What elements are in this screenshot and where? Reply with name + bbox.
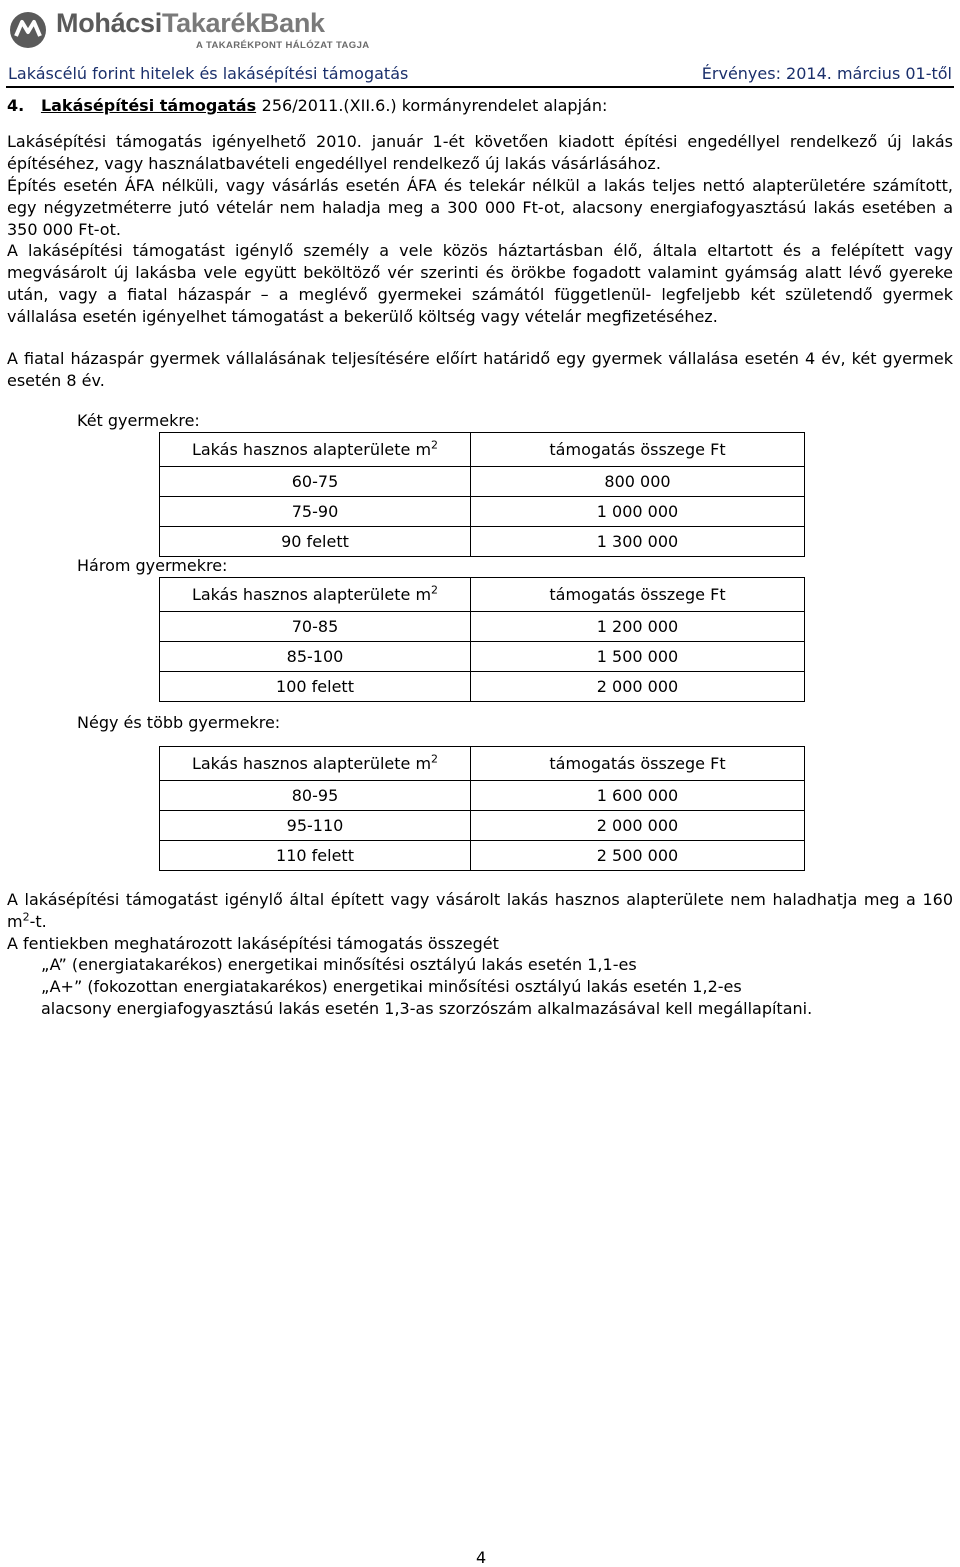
table-header-row (160, 578, 805, 612)
header-amount: támogatás összege Ft (471, 747, 805, 781)
cell-area: 85-100 (160, 642, 471, 672)
table-three-children (159, 577, 805, 702)
cell-amount: 1 200 000 (471, 612, 805, 642)
cell-amount: 2 000 000 (471, 811, 805, 841)
header-amount: támogatás összege Ft (471, 578, 805, 612)
cell-area: 95-110 (160, 811, 471, 841)
cell-area: 90 felett (160, 527, 471, 557)
table-row (160, 841, 805, 871)
page-number: 4 (476, 1548, 487, 1567)
header-validity: Érvényes: 2014. március 01-től (701, 64, 952, 83)
brand-tagline: A TAKARÉKPONT HÁLÓZAT TAGJA (196, 40, 370, 51)
cell-amount: 1 000 000 (471, 497, 805, 527)
table-two-children (159, 432, 805, 557)
table-row (160, 811, 805, 841)
table-row (160, 527, 805, 557)
table-row (160, 672, 805, 702)
cell-amount: 1 300 000 (471, 527, 805, 557)
cell-area: 110 felett (160, 841, 471, 871)
cell-amount: 1 600 000 (471, 781, 805, 811)
table-row (160, 467, 805, 497)
cell-amount: 1 500 000 (471, 642, 805, 672)
header-area: Lakás hasznos alapterülete $m^2$ (160, 747, 471, 781)
header-area: Lakás hasznos alapterülete $m^2$ (160, 578, 471, 612)
cell-amount: 2 500 000 (471, 841, 805, 871)
header-area: Lakás hasznos alapterülete $m^2$ (160, 433, 471, 467)
paragraph-deadline: A fiatal házaspár gyermek vállalásának teljesítésére előírt határidő egy gyermek vállalása esetén 4 év, két gyermek esetén 8 év. (7, 349, 953, 390)
cell-area: 75-90 (160, 497, 471, 527)
multiplier-line-a: „A” (energiatakarékos) energetikai minősítési osztályú lakás esetén 1,1-es (41, 955, 637, 974)
table-row (160, 612, 805, 642)
cell-amount: 800 000 (471, 467, 805, 497)
cell-area: 80-95 (160, 781, 471, 811)
label-two-children: Két gyermekre: (77, 411, 200, 430)
label-three-children: Három gyermekre: (77, 556, 228, 575)
table-row (160, 642, 805, 672)
cell-area: 100 felett (160, 672, 471, 702)
section-title: Lakásépítési támogatás (40, 96, 257, 115)
cell-area: 60-75 (160, 467, 471, 497)
table-row (160, 781, 805, 811)
section-title-rest: 256/2011.(XII.6.) kormányrendelet alapján: (261, 96, 608, 115)
multiplier-line-aplus: „A+” (fokozottan energiatakarékos) energetikai minősítési osztályú lakás esetén 1,2-es (41, 977, 742, 996)
cell-amount: 2 000 000 (471, 672, 805, 702)
brand-name: MohácsiTakarékBank (56, 8, 325, 38)
section-heading (7, 96, 607, 115)
header-divider (6, 86, 954, 88)
bank-logo-icon (8, 10, 48, 50)
header-title: Lakáscélú forint hitelek és lakásépítési támogatás (8, 64, 409, 83)
paragraph-multiplier-intro: A fentiekben meghatározott lakásépítési támogatás összegét (7, 934, 499, 953)
table-header-row (160, 433, 805, 467)
multiplier-line-low-energy: alacsony energiafogyasztású lakás esetén 1,3-as szorzószám alkalmazásával kell megállapítani. (41, 999, 813, 1018)
cell-area: 70-85 (160, 612, 471, 642)
document-header (8, 64, 952, 83)
table-row (160, 497, 805, 527)
header-amount: támogatás összege Ft (471, 433, 805, 467)
bank-logo (8, 6, 428, 54)
paragraph-price-limit: Építés esetén ÁFA nélküli, vagy vásárlás esetén ÁFA és telekár nélkül a lakás teljes nettó alapterületére számított, egy négyzetméterre jutó vételár nem haladja meg a 300 000 Ft-ot, alacsony energiafogyasztású lakás esetében a 350 000 Ft-ot. (7, 176, 953, 239)
paragraph-applicant: A lakásépítési támogatást igénylő személy a vele közös háztartásban élő, általa eltartott és a felépített vagy megvásárolt új lakásba vele együtt beköltöző vér szerinti és örökbe fogadott valamint gyámság alatt lévő gyereke után, vagy a fiatal házaspár – a meglévő gyermekei számától függetlenül- legfeljebb két születendő gyermek vállalása esetén igényelhet támogatást a bekerülő költség vagy vételár megfizetéséhez. (7, 241, 953, 326)
table-header-row (160, 747, 805, 781)
table-four-children (159, 746, 805, 871)
label-four-children: Négy és több gyermekre: (77, 713, 281, 732)
paragraph-eligibility: Lakásépítési támogatás igényelhető 2010. január 1-ét követően kiadott építési engedéllyel rendelkező új lakás építéséhez, vagy használatbavételi engedéllyel rendelkező új lakás vásárlásához. (7, 132, 953, 173)
section-number: 4. (7, 96, 25, 115)
paragraph-max-area: A lakásépítési támogatást igénylő által épített vagy vásárolt lakás hasznos alapterülete nem haladhatja meg a 160 $m^2-t$. (7, 890, 953, 931)
